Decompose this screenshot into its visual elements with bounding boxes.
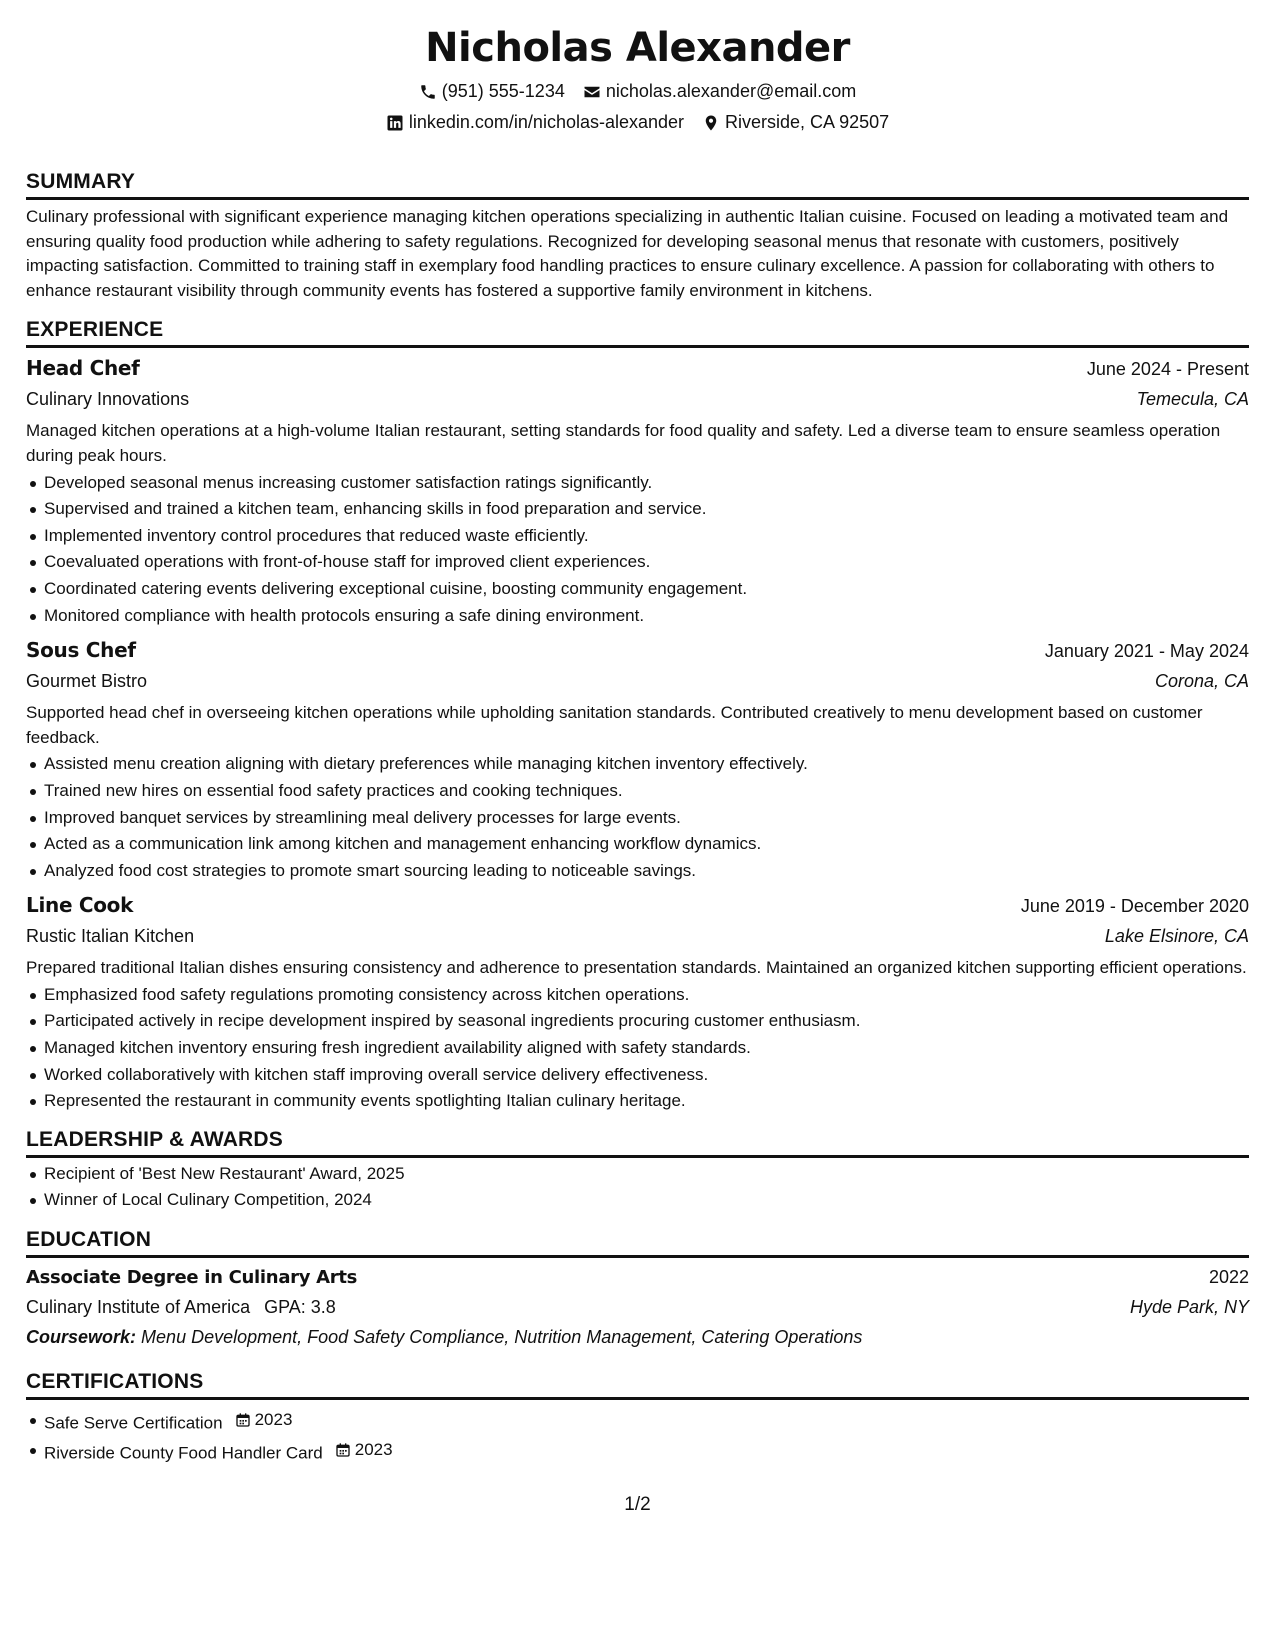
job-bullet: Worked collaboratively with kitchen staff improving overall service delivery effectiveness. [26,1062,1249,1089]
contact-location [702,107,889,138]
job-entry [26,353,1249,629]
map-pin-icon [702,114,720,132]
education-section [26,1226,1249,1352]
education-heading: EDUCATION [26,1226,1249,1258]
job-description: Prepared traditional Italian dishes ensuring consistency and adherence to presentation standards. Maintained an organized kitchen supporting efficient operations. [26,958,1247,978]
job-dates: January 2021 - May 2024 [1044,641,1249,662]
resume-header [26,20,1249,138]
job-bullets [26,470,1249,630]
contact-row-secondary [26,107,1249,138]
contact-linkedin[interactable] [386,107,684,138]
award-item: Winner of Local Culinary Competition, 2024 [26,1187,1249,1214]
coursework-label: Coursework: [26,1327,137,1348]
job-bullets [26,751,1249,884]
education-row-degree [26,1262,1249,1293]
job-bullet: Improved banquet services by streamlining meal delivery processes for large events. [26,805,1249,832]
job-company-row [26,384,1249,414]
job-company-row [26,666,1249,696]
award-item: Recipient of 'Best New Restaurant' Award, 2025 [26,1161,1249,1188]
page-number: 1/2 [624,1494,651,1515]
education-coursework [26,1322,1249,1352]
job-bullet: Trained new hires on essential food safety practices and cooking techniques. [26,778,1249,805]
certification-date [235,1407,293,1434]
job-company: Rustic Italian Kitchen [26,926,195,947]
leadership-section [26,1126,1249,1214]
job-bullets [26,982,1249,1115]
job-title: Line Cook [26,893,134,918]
job-bullet: Monitored compliance with health protocols ensuring a safe dining environment. [26,603,1249,630]
education-location: Hyde Park, NY [1129,1297,1249,1318]
experience-section [26,316,1249,1114]
job-bullet: Implemented inventory control procedures that reduced waste efficiently. [26,523,1249,550]
certifications-section [26,1368,1249,1467]
calendar-icon [335,1442,351,1458]
job-bullet: Developed seasonal menus increasing customer satisfaction ratings significantly. [26,470,1249,497]
calendar-icon [235,1412,251,1428]
coursework-text: Menu Development, Food Safety Compliance, Nutrition Management, Catering Operations [141,1327,863,1348]
phone-icon [419,83,437,101]
job-bullet: Emphasized food safety regulations promoting consistency across kitchen operations. [26,982,1249,1009]
certification-item [26,1407,1249,1437]
job-company: Gourmet Bistro [26,671,148,692]
summary-text: Culinary professional with significant experience managing kitchen operations specializing in authentic Italian cuisine. Focused on leading a motivated team and ensuring quality food production while adhering to safety regulations. Recognized for developing seasonal menus that resonate with customers, positively impacting satisfaction. Committed to training staff in exemplary food handling practices to ensure culinary excellence. A passion for collaborating with others to enhance restaurant visibility through community events has fostered a supportive family environment in kitchens. [26,207,1229,300]
job-bullet: Coordinated catering events delivering exceptional cuisine, boosting community engagement. [26,576,1249,603]
certification-name: Safe Serve Certification [44,1413,223,1433]
job-bullet: Analyzed food cost strategies to promote smart sourcing leading to noticeable savings. [26,858,1249,885]
envelope-icon [583,83,601,101]
certification-year: 2023 [254,1410,293,1430]
certifications-list [26,1407,1249,1467]
job-description: Supported head chef in overseeing kitchen operations while upholding sanitation standards. Contributed creatively to menu development based on customer feedback. [26,703,1203,747]
certifications-heading: CERTIFICATIONS [26,1368,1249,1400]
certification-name: Riverside County Food Handler Card [44,1443,323,1463]
job-bullet: Represented the restaurant in community events spotlighting Italian culinary heritage. [26,1088,1249,1115]
leadership-heading: LEADERSHIP & AWARDS [26,1126,1249,1158]
experience-heading: EXPERIENCE [26,316,1249,348]
job-description: Managed kitchen operations at a high-volume Italian restaurant, setting standards for food quality and safety. Led a diverse team to ensure seamless operation during peak hours. [26,421,1221,465]
job-entry [26,890,1249,1115]
jobs-list [26,348,1249,1114]
education-degree: Associate Degree in Culinary Arts [26,1267,358,1289]
contact-email[interactable] [583,76,856,107]
job-header-row [26,353,1249,384]
phone-text: (951) 555-1234 [441,81,565,101]
job-company: Culinary Innovations [26,389,190,410]
contact-phone [419,76,565,107]
candidate-name: Nicholas Alexander [425,25,850,71]
job-dates: June 2024 - Present [1086,359,1249,380]
linkedin-text[interactable]: linkedin.com/in/nicholas-alexander [408,112,685,132]
job-dates: June 2019 - December 2020 [1020,896,1249,917]
job-bullet: Coevaluated operations with front-of-house staff for improved client experiences. [26,549,1249,576]
leadership-list [26,1161,1249,1214]
summary-heading: SUMMARY [26,168,1249,200]
job-bullet: Managed kitchen inventory ensuring fresh ingredient availability aligned with safety standards. [26,1035,1249,1062]
contact-row-primary [26,76,1249,107]
education-school: Culinary Institute of America [26,1297,251,1318]
job-header-row [26,890,1249,921]
job-company-row [26,921,1249,951]
certification-year: 2023 [354,1439,393,1459]
certification-item [26,1437,1249,1467]
job-entry [26,635,1249,884]
education-year: 2022 [1208,1267,1249,1288]
job-bullet: Supervised and trained a kitchen team, enhancing skills in food preparation and service. [26,496,1249,523]
summary-section [26,168,1249,303]
linkedin-icon [386,114,404,132]
education-row-school [26,1293,1249,1321]
job-title: Head Chef [26,356,140,381]
job-location: Lake Elsinore, CA [1104,926,1249,947]
certification-date [335,1437,393,1464]
job-bullet: Assisted menu creation aligning with dietary preferences while managing kitchen inventory effectively. [26,751,1249,778]
job-location: Temecula, CA [1136,389,1249,410]
job-title: Sous Chef [26,638,136,663]
education-gpa: GPA: 3.8 [264,1297,336,1318]
job-location: Corona, CA [1154,671,1249,692]
job-bullet: Acted as a communication link among kitchen and management enhancing workflow dynamics. [26,831,1249,858]
job-header-row [26,635,1249,666]
job-bullet: Participated actively in recipe development inspired by seasonal ingredients procuring customer enthusiasm. [26,1008,1249,1035]
email-text[interactable]: nicholas.alexander@email.com [605,81,857,101]
education-school-line [26,1293,336,1321]
location-text: Riverside, CA 92507 [725,112,890,132]
